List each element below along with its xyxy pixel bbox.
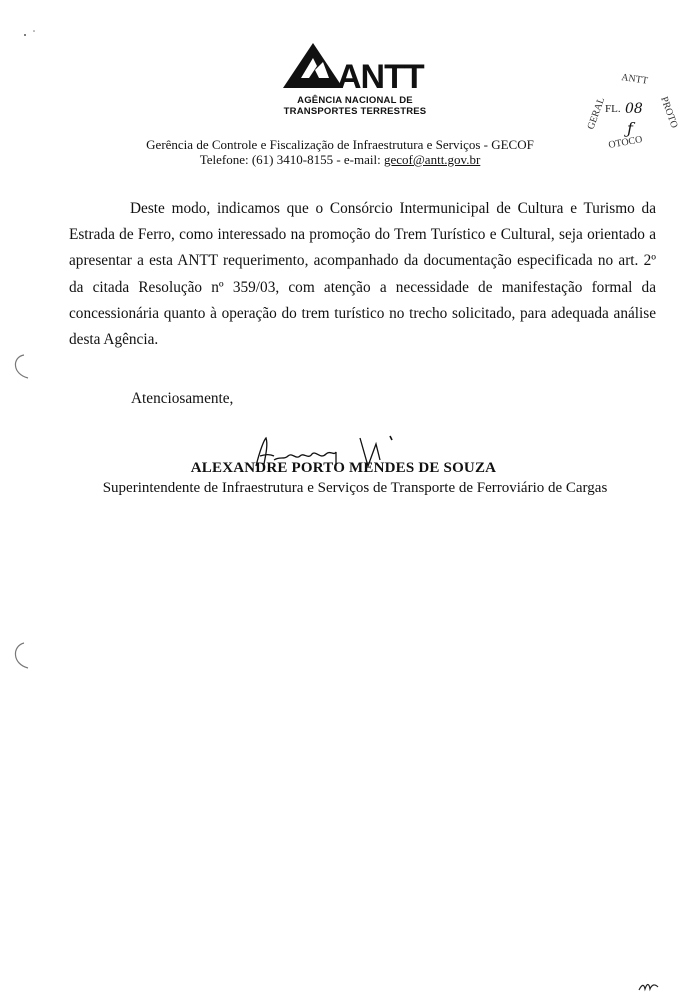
stamp-bottom-text: OTOCO [607, 134, 644, 151]
logo-wordmark: ANTT [337, 58, 424, 96]
signer-name: ALEXANDRE PORTO MENDES DE SOUZA [190, 460, 497, 476]
department-line: Gerência de Controle e Fiscalização de Infraestrutura e Serviços - GECOF [146, 137, 534, 152]
contact-line [120, 152, 560, 168]
stamp-mark: ƒ [627, 119, 633, 138]
agency-name-line2: TRANSPORTES TERRESTRES [283, 106, 427, 117]
stamp-fl-label: FL. [605, 103, 621, 115]
antt-logo [283, 38, 429, 96]
body-paragraph: Deste modo, indicamos que o Consórcio Intermunicipal de Cultura e Turismo da Estrada de Ferro, como interessado na promoção do Trem Turístico e Cultural, seja orientado a apresentar a esta ANTT requerimento, acompanhado da documentação especificada no art. 2º da citada Resolução nº 359/03, com atenção a necessidade de manifestação formal da concessionária quanto à operação do trem turístico no trecho solicitado, para adequada análise desta Agência. [69, 200, 656, 349]
page-initials [636, 978, 666, 994]
stamp-right-text: PROTO [658, 95, 680, 130]
agency-name-line1: AGÊNCIA NACIONAL DE [297, 95, 413, 106]
contact-prefix: Telefone: (61) 3410-8155 - e-mail: [199, 152, 384, 167]
margin-mark [6, 640, 32, 672]
closing-salutation: Atenciosamente, [131, 390, 234, 407]
margin-mark [6, 352, 32, 382]
email-link[interactable]: gecof@antt.gov.br [383, 152, 481, 167]
scan-speck [22, 26, 46, 40]
stamp-top-text: ANTT [620, 72, 649, 87]
letter-body [69, 196, 656, 353]
stamp-fl-number: 08 [625, 101, 643, 117]
protocol-stamp [585, 68, 680, 160]
signer-title: Superintendente de Infraestrutura e Serviços de Transporte de Ferroviário de Cargas [102, 480, 608, 496]
stamp-left-text: GERAL [585, 95, 608, 132]
